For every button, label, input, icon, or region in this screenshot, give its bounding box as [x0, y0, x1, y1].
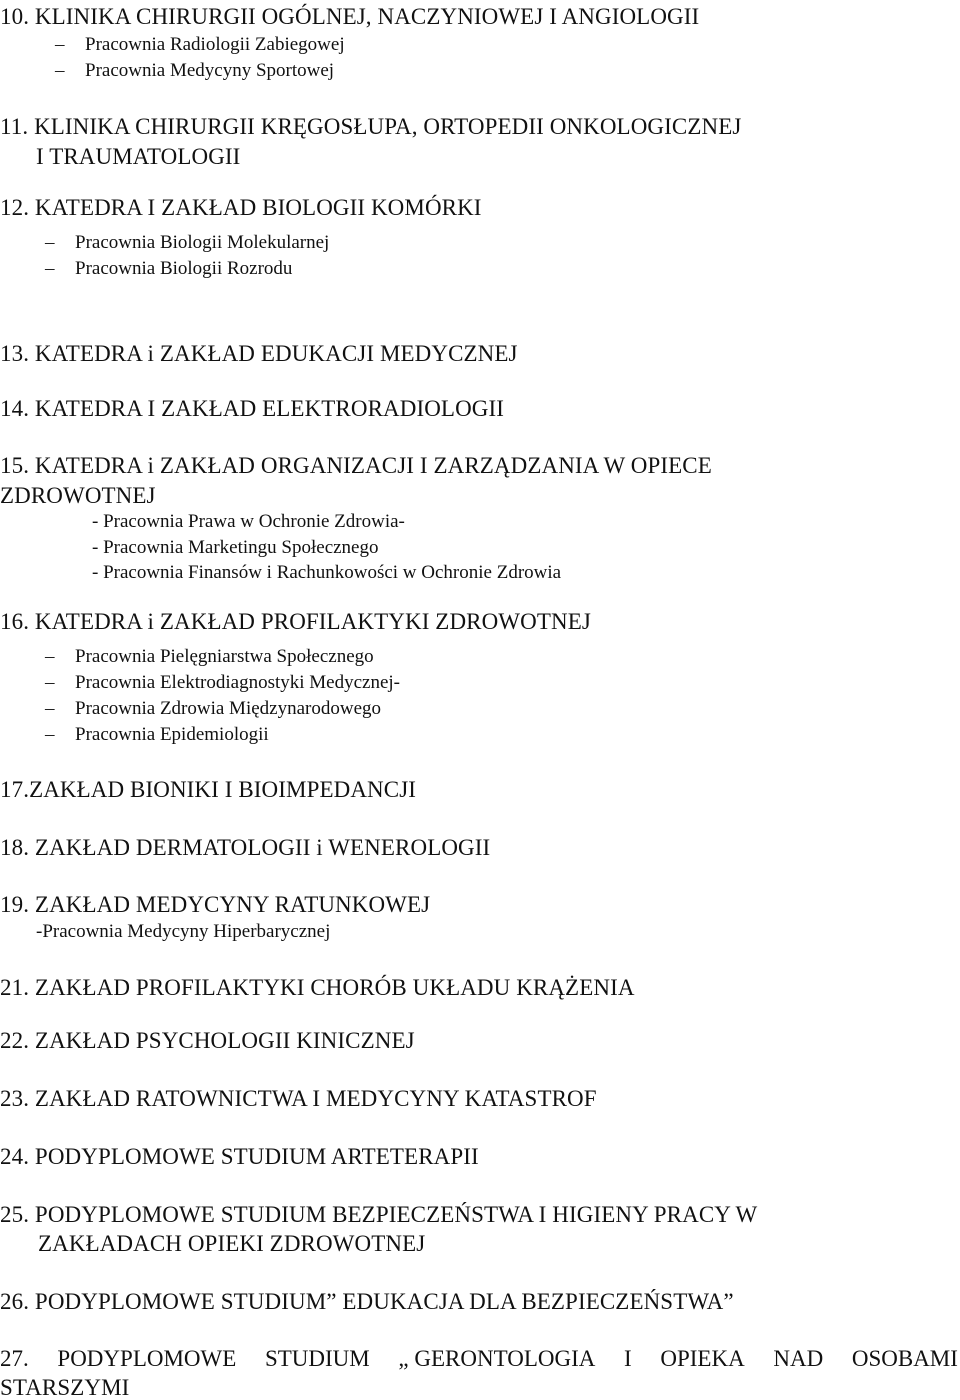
section-heading-cont: ZDROWOTNEJ	[0, 483, 156, 508]
dash-bullet: –	[45, 258, 55, 279]
list-item: - Pracownia Marketingu Społecznego	[92, 537, 379, 558]
list-item: – Pracownia Biologii Molekularnej	[45, 232, 330, 253]
section-heading: 12. KATEDRA I ZAKŁAD BIOLOGII KOMÓRKI	[0, 195, 482, 220]
section-heading-cont: ZAKŁADACH OPIEKI ZDROWOTNEJ	[38, 1231, 426, 1256]
section-heading-cont: I TRAUMATOLOGII	[36, 144, 241, 169]
section-heading: 16. KATEDRA i ZAKŁAD PROFILAKTYKI ZDROWOTNEJ	[0, 609, 591, 634]
section-heading: 23. ZAKŁAD RATOWNICTWA I MEDYCYNY KATASTROF	[0, 1086, 597, 1111]
dash-bullet: –	[45, 724, 55, 745]
section-heading: 22. ZAKŁAD PSYCHOLOGII KINICZNEJ	[0, 1028, 415, 1053]
list-item: – Pracownia Elektrodiagnostyki Medycznej-	[45, 672, 401, 693]
section-heading: 10. KLINIKA CHIRURGII OGÓLNEJ, NACZYNIOWEJ I ANGIOLOGII	[0, 4, 700, 29]
list-item: – Pracownia Medycyny Sportowej	[55, 60, 335, 81]
dash-bullet: –	[45, 232, 55, 253]
list-item: – Pracownia Epidemiologii	[45, 724, 269, 745]
section-heading-justified: 27. PODYPLOMOWE STUDIUM „ GERONTOLOGIA I OPIEKA NAD OSOBAMI	[0, 1346, 958, 1371]
list-item: - Pracownia Finansów i Rachunkowości w Ochronie Zdrowia	[92, 562, 562, 583]
list-item: - Pracownia Prawa w Ochronie Zdrowia-	[92, 511, 405, 532]
list-item: – Pracownia Radiologii Zabiegowej	[55, 34, 345, 55]
dash-bullet: –	[55, 34, 65, 55]
section-heading: 17.ZAKŁAD BIONIKI I BIOIMPEDANCJI	[0, 777, 416, 802]
dash-bullet: –	[45, 698, 55, 719]
section-heading: 13. KATEDRA i ZAKŁAD EDUKACJI MEDYCZNEJ	[0, 341, 518, 366]
section-heading: 14. KATEDRA I ZAKŁAD ELEKTRORADIOLOGII	[0, 396, 505, 421]
list-item: – Pracownia Pielęgniarstwa Społecznego	[45, 646, 374, 667]
section-heading: 18. ZAKŁAD DERMATOLOGII i WENEROLOGII	[0, 835, 491, 860]
list-item: – Pracownia Zdrowia Międzynarodowego	[45, 698, 382, 719]
section-heading: 24. PODYPLOMOWE STUDIUM ARTETERAPII	[0, 1144, 479, 1169]
section-heading: 25. PODYPLOMOWE STUDIUM BEZPIECZEŃSTWA I HIGIENY PRACY W	[0, 1202, 758, 1227]
section-heading: 19. ZAKŁAD MEDYCYNY RATUNKOWEJ	[0, 892, 431, 917]
section-heading: 26. PODYPLOMOWE STUDIUM” EDUKACJA DLA BEZPIECZEŃSTWA”	[0, 1289, 734, 1314]
section-heading: 15. KATEDRA i ZAKŁAD ORGANIZACJI I ZARZĄDZANIA W OPIECE	[0, 453, 712, 478]
dash-bullet: –	[45, 672, 55, 693]
dash-bullet: –	[45, 646, 55, 667]
section-heading: 11. KLINIKA CHIRURGII KRĘGOSŁUPA, ORTOPEDII ONKOLOGICZNEJ	[0, 114, 742, 139]
list-item: – Pracownia Biologii Rozrodu	[45, 258, 293, 279]
dash-bullet: –	[55, 60, 65, 81]
section-heading: 21. ZAKŁAD PROFILAKTYKI CHORÓB UKŁADU KRĄŻENIA	[0, 975, 635, 1000]
list-item: -Pracownia Medycyny Hiperbarycznej	[36, 921, 331, 942]
section-heading-cont: STARSZYMI	[0, 1375, 130, 1400]
